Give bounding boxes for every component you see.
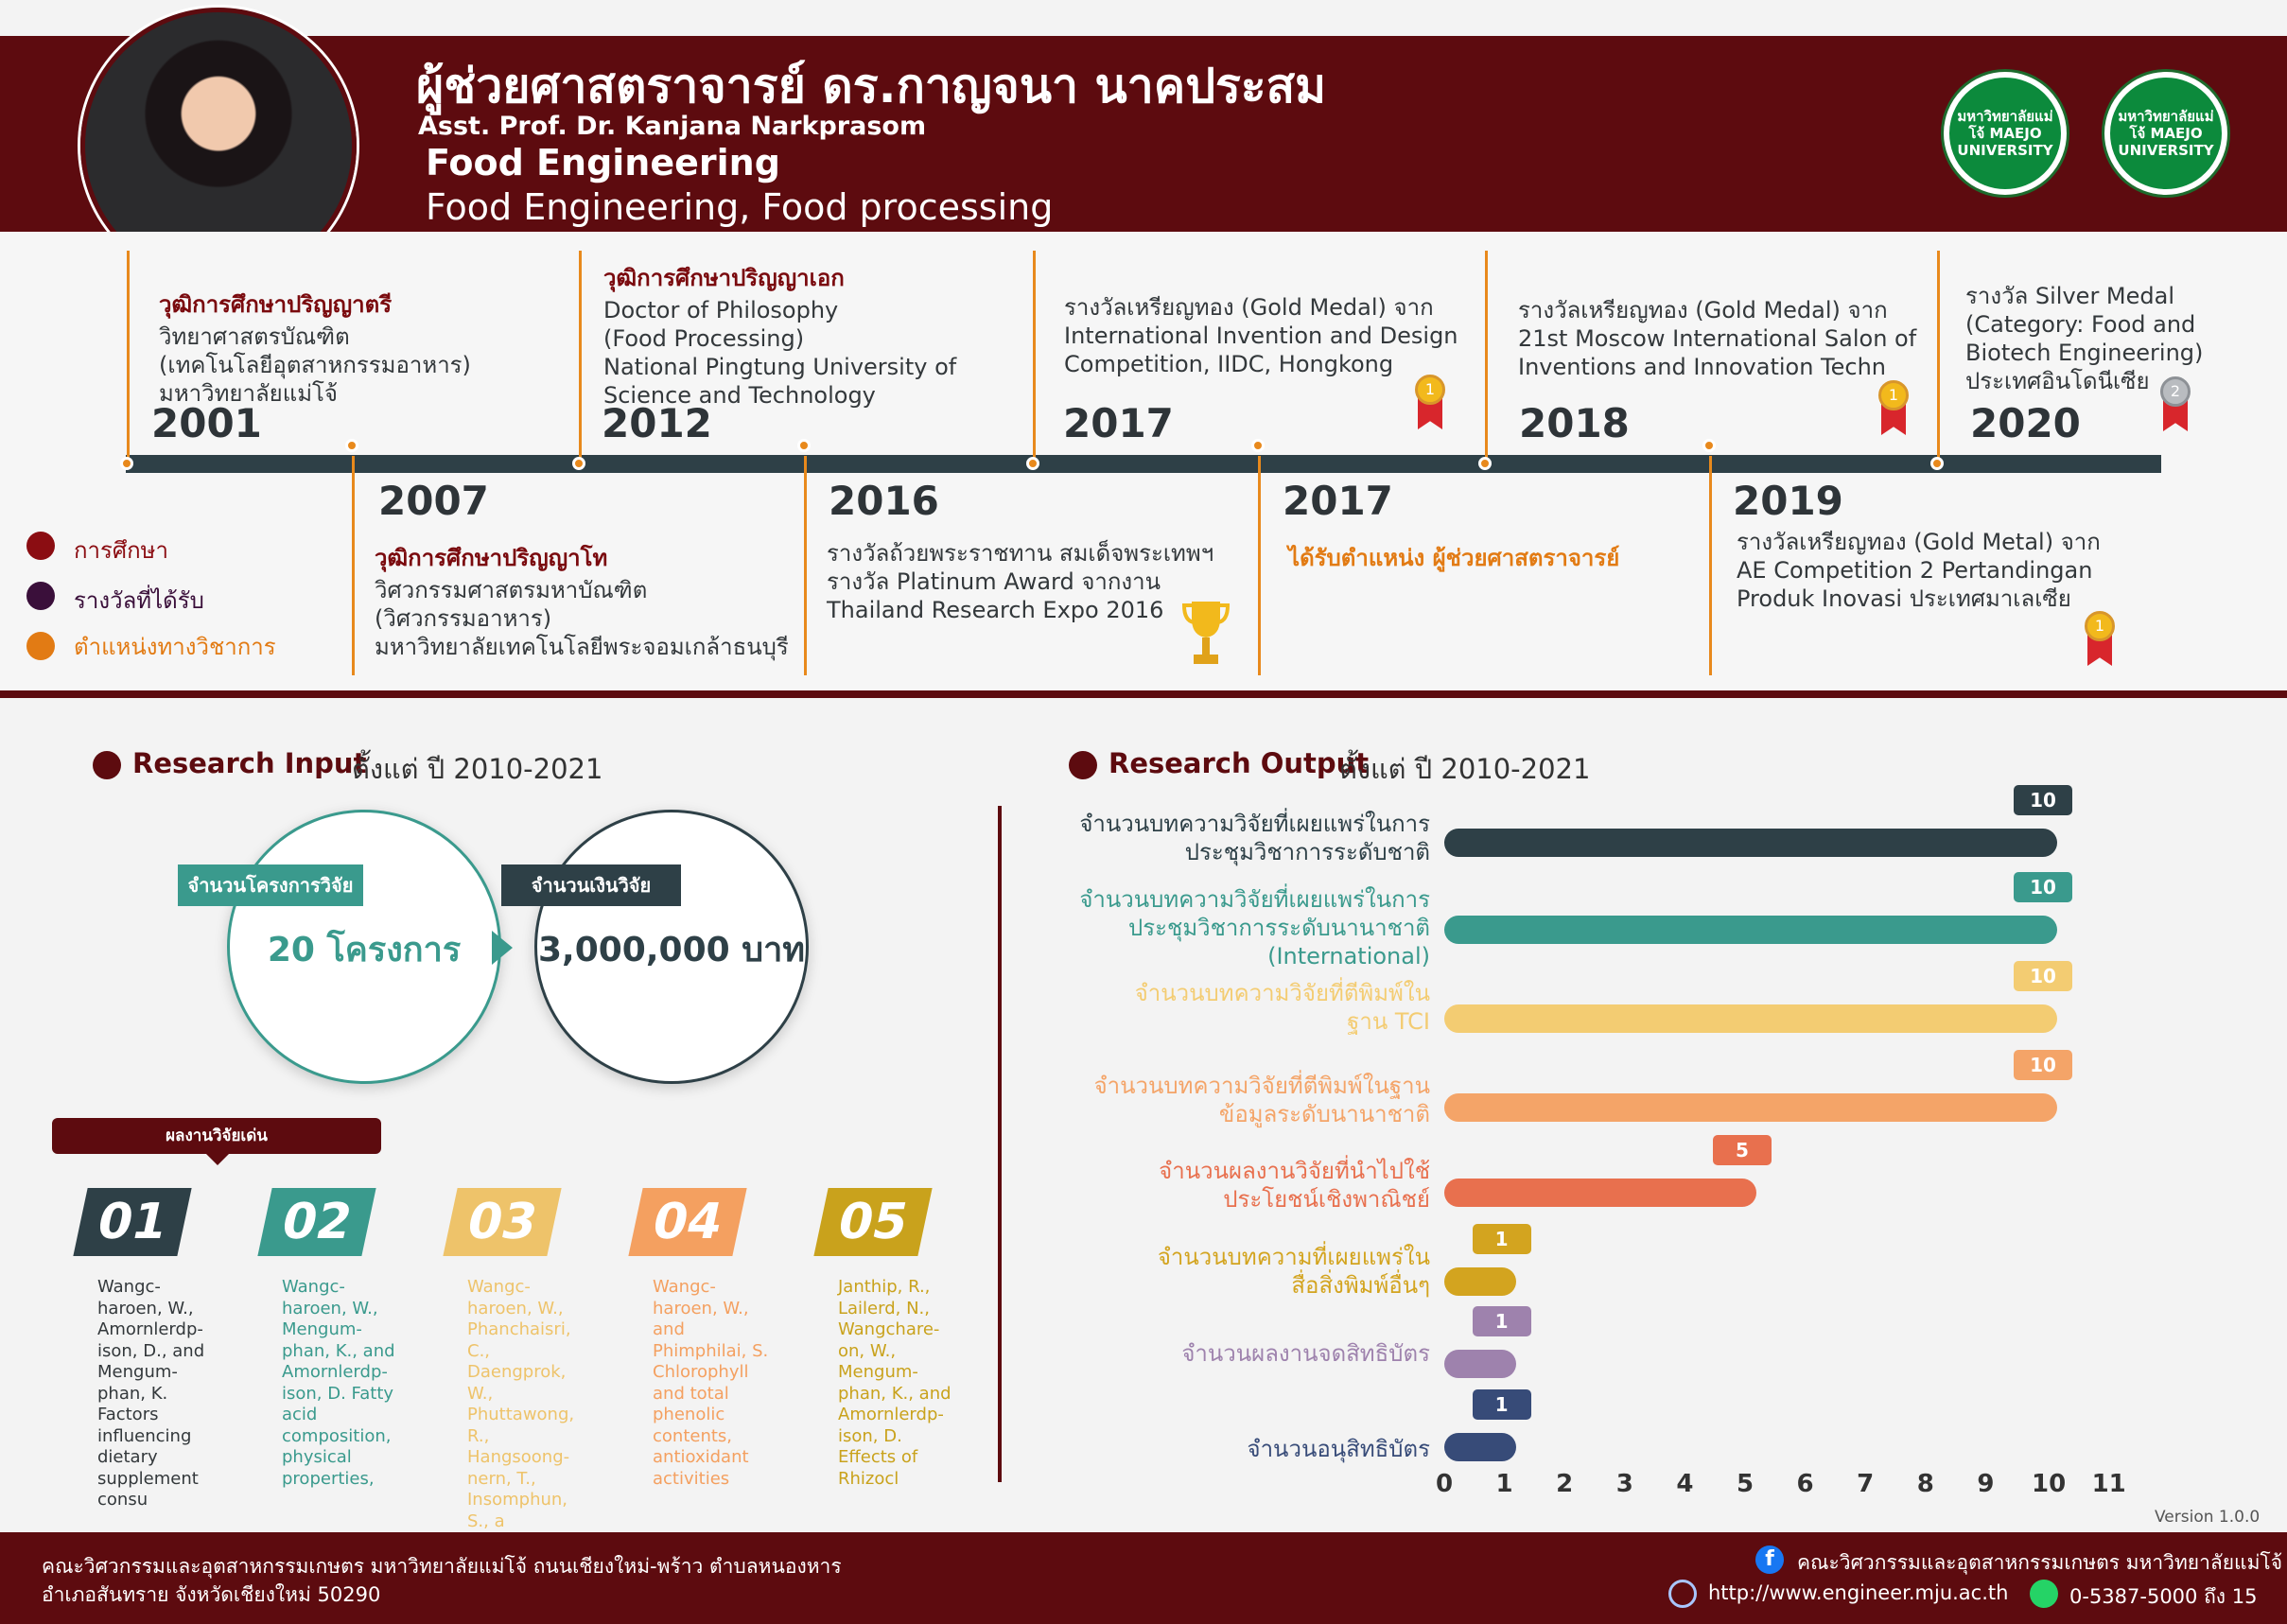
timeline-dot <box>572 457 585 470</box>
research-output-title: Research Output <box>1109 747 1370 779</box>
timeline-connector <box>579 251 582 463</box>
chart-category-label: จำนวนบทความวิจัยที่ตีพิมพ์ในฐาน ข้อมูลระดับนานาชาติ <box>1093 1073 1430 1127</box>
footer-facebook[interactable]: คณะวิศวกรรมและอุตสาหกรรมเกษตร มหาวิทยาลัยแม่โจ้ <box>1797 1551 2283 1574</box>
chart-value-label: 1 <box>1473 1306 1531 1336</box>
year-label: 2016 <box>829 478 939 524</box>
chart-category-label: จำนวนบทความวิจัยที่เผยแพร่ในการ ประชุมวิชาการระดับนานาชาติ (International) <box>1079 886 1430 969</box>
projects-value: 20 โครงการ <box>267 931 462 969</box>
timeline-connector <box>1258 456 1261 675</box>
timeline-dot <box>1026 457 1039 470</box>
highlight-publication[interactable]: Janthip, R., Lailerd, N., Wangchare-on, W., Mengum-phan, K., and Amornlerdp-ison, D. Effects of Rhizocl <box>838 1277 951 1489</box>
highlight-publication[interactable]: Wangc-haroen, W., Phanchaisri, C., Daengprok, W., Phuttawong, R., Hangsoong-nern, T., Insomphun, S., a <box>467 1277 575 1531</box>
chart-bar <box>1444 1004 2057 1033</box>
research-output-since: ตั้งแต่ ปี 2010-2021 <box>1339 753 1591 785</box>
chart-bar <box>1444 1350 1516 1378</box>
chart-category-label: จำนวนบทความที่เผยแพร่ใน สื่อสิ่งพิมพ์อื่นๆ <box>1157 1244 1430 1299</box>
pointer-icon <box>206 1154 229 1165</box>
timeline-connector <box>1033 251 1036 463</box>
highlights-title: ผลงานวิจัยเด่น <box>52 1118 381 1154</box>
chart-tick-label: 8 <box>1916 1470 1934 1498</box>
footer-address-1: คณะวิศวกรรมและอุตสาหกรรมเกษตร มหาวิทยาลัยแม่โจ้ ถนนเชียงใหม่-พร้าว ตำบลหนองหาร <box>42 1555 842 1578</box>
timeline-event-2019: รางวัลเหรียญทอง (Gold Metal) จาก AE Competition 2 Pertandingan Produk Inovasi ประเทศมาเลเซีย <box>1737 529 2101 612</box>
timeline-dot <box>120 457 133 470</box>
chart-value-label: 1 <box>1473 1389 1531 1420</box>
trophy-icon <box>1182 598 1230 673</box>
highlight-number: 04 <box>628 1188 746 1256</box>
chart-tick-label: 4 <box>1676 1470 1694 1498</box>
version-label: Version 1.0.0 <box>2155 1508 2261 1527</box>
name-thai: ผู้ช่วยศาสตราจารย์ ดร.กาญจนา นาคประสม <box>416 59 1327 114</box>
chart-tick-label: 2 <box>1556 1470 1574 1498</box>
timeline-connector <box>127 251 130 463</box>
year-label: 2017 <box>1283 478 1393 524</box>
year-label: 2007 <box>378 478 489 524</box>
section-divider <box>0 690 2287 698</box>
timeline-dot <box>797 439 811 452</box>
gold-medal-icon: 1 <box>1878 380 1909 410</box>
section-bullet <box>93 751 121 779</box>
research-input-title: Research Input <box>132 747 367 779</box>
university-logo-1: มหาวิทยาลัยแม่โจ้ MAEJO UNIVERSITY <box>1944 72 2067 195</box>
gold-medal-icon: 1 <box>1415 375 1445 405</box>
chart-tick-label: 5 <box>1736 1470 1755 1498</box>
department: Food Engineering <box>426 142 780 183</box>
research-input-since: ตั้งแต่ ปี 2010-2021 <box>352 753 603 785</box>
timeline-event-2012: วุฒิการศึกษาปริญญาเอก Doctor of Philosophy (Food Processing) National Pingtung University of Science and Technology <box>603 265 957 409</box>
chart-value-label: 10 <box>2014 872 2072 902</box>
footer-website[interactable]: http://www.engineer.mju.ac.th <box>1708 1581 2009 1604</box>
research-fields: Food Engineering, Food processing <box>426 186 1054 228</box>
year-label: 2017 <box>1063 400 1174 446</box>
chart-value-label: 10 <box>2014 1050 2072 1080</box>
highlight-publication[interactable]: Wangc-haroen, W., Mengum-phan, K., and Amornlerdp-ison, D. Fatty acid composition, physical properties, <box>282 1277 395 1489</box>
highlight-number: 05 <box>813 1188 932 1256</box>
facebook-icon[interactable]: f <box>1755 1545 1784 1574</box>
chart-category-label: จำนวนบทความวิจัยที่เผยแพร่ในการ ประชุมวิชาการระดับชาติ <box>1079 811 1430 865</box>
chart-tick-label: 9 <box>1977 1470 1995 1498</box>
year-label: 2019 <box>1733 478 1843 524</box>
globe-icon <box>1668 1580 1697 1608</box>
legend-swatch-awards <box>26 582 55 610</box>
chart-category-label: จำนวนผลงานวิจัยที่นำไปใช้ ประโยชน์เชิงพาณิชย์ <box>1159 1158 1430 1213</box>
chart-tick-label: 10 <box>2032 1470 2067 1498</box>
silver-medal-icon: 2 <box>2160 376 2191 407</box>
chart-value-label: 10 <box>2014 961 2072 991</box>
funds-label: จำนวนเงินวิจัย <box>501 864 681 906</box>
year-label: 2020 <box>1970 400 2081 446</box>
chart-category-label: จำนวนอนุสิทธิบัตร <box>1247 1436 1430 1462</box>
chart-tick-label: 3 <box>1615 1470 1633 1498</box>
timeline-connector <box>352 456 355 675</box>
year-label: 2018 <box>1519 400 1630 446</box>
chart-value-label: 5 <box>1713 1135 1772 1165</box>
footer-address-2: อำเภอสันทราย จังหวัดเชียงใหม่ 50290 <box>42 1583 381 1606</box>
timeline-dot <box>1702 439 1716 452</box>
chart-bar <box>1444 1433 1516 1461</box>
projects-label: จำนวนโครงการวิจัย <box>178 864 363 906</box>
chart-category-label: จำนวนผลงานจดสิทธิบัตร <box>1181 1340 1430 1367</box>
year-label: 2012 <box>602 400 712 446</box>
chart-tick-label: 6 <box>1796 1470 1814 1498</box>
chart-tick-label: 7 <box>1857 1470 1875 1498</box>
footer-phone[interactable]: 0-5387-5000 ถึง 15 <box>2069 1585 2258 1608</box>
timeline-event-2018: รางวัลเหรียญทอง (Gold Medal) จาก 21st Moscow International Salon of Inventions and Innovation Techn <box>1518 297 1917 380</box>
university-logo-2: มหาวิทยาลัยแม่โจ้ MAEJO UNIVERSITY <box>2104 72 2227 195</box>
chart-bar <box>1444 1179 1756 1207</box>
timeline-event-2017-top: รางวัลเหรียญทอง (Gold Medal) จาก International Invention and Design Competition, IIDC, Hongkong <box>1064 294 1458 377</box>
name-english: Asst. Prof. Dr. Kanjana Narkprasom <box>418 112 927 141</box>
chart-value-label: 10 <box>2014 785 2072 815</box>
highlight-publication[interactable]: Wangc-haroen, W., Amornlerdp-ison, D., and Mengum-phan, K. Factors influencing dietary supplement consu <box>97 1277 205 1510</box>
chart-bar <box>1444 916 2057 944</box>
section-bullet <box>1069 751 1097 779</box>
timeline-event-2017-bottom: ได้รับตำแหน่ง ผู้ช่วยศาสตราจารย์ <box>1288 545 1620 571</box>
timeline-dot <box>1478 457 1492 470</box>
timeline-connector <box>1709 456 1712 675</box>
legend-label: ตำแหน่งทางวิชาการ <box>74 634 276 660</box>
timeline-event-2007: วุฒิการศึกษาปริญญาโท วิศวกรรมศาสตรมหาบัณฑิต (วิศวกรรมอาหาร) มหาวิทยาลัยเทคโนโลยีพระจอมเกล้าธนบุรี <box>375 545 789 660</box>
timeline-dot <box>1251 439 1265 452</box>
chart-bar <box>1444 1093 2057 1122</box>
highlight-publication[interactable]: Wangc-haroen, W., and Phimphilai, S. Chlorophyll and total phenolic contents, antioxidant activities <box>653 1277 769 1489</box>
timeline-connector <box>804 456 807 675</box>
highlight-number: 01 <box>73 1188 191 1256</box>
chart-tick-label: 1 <box>1495 1470 1513 1498</box>
chart-tick-label: 0 <box>1435 1470 1454 1498</box>
timeline-connector <box>1485 251 1488 463</box>
timeline-event-2001: วุฒิการศึกษาปริญญาตรี วิทยาศาสตรบัณฑิต (เทคโนโลยีอุตสาหกรรมอาหาร) มหาวิทยาลัยแม่โจ้ <box>159 291 471 407</box>
timeline-connector <box>1937 251 1940 463</box>
timeline-event-2016: รางวัลถ้วยพระราชทาน สมเด็จพระเทพฯ รางวัล Platinum Award จากงาน Thailand Research Expo 2016 <box>827 540 1214 623</box>
chart-bar <box>1444 829 2057 857</box>
legend-label: รางวัลที่ได้รับ <box>74 587 204 614</box>
chart-tick-label: 11 <box>2091 1470 2126 1498</box>
chart-bar <box>1444 1267 1516 1296</box>
highlight-number: 03 <box>443 1188 561 1256</box>
legend-label: การศึกษา <box>74 537 168 564</box>
timeline-dot <box>1930 457 1944 470</box>
gold-medal-icon: 1 <box>2085 611 2115 641</box>
phone-icon <box>2030 1580 2058 1608</box>
legend-swatch-education <box>26 532 55 560</box>
timeline-axis <box>126 455 2161 473</box>
year-label: 2001 <box>151 400 262 446</box>
timeline-dot <box>345 439 358 452</box>
chart-category-label: จำนวนบทความวิจัยที่ตีพิมพ์ใน ฐาน TCI <box>1134 980 1430 1035</box>
legend-swatch-position <box>26 632 55 660</box>
timeline-event-2020: รางวัล Silver Medal (Category: Food and Biotech Engineering) ประเทศอินโดนีเซีย <box>1965 283 2204 394</box>
funds-value: 3,000,000 บาท <box>537 931 806 969</box>
chart-value-label: 1 <box>1473 1224 1531 1254</box>
highlight-number: 02 <box>257 1188 375 1256</box>
